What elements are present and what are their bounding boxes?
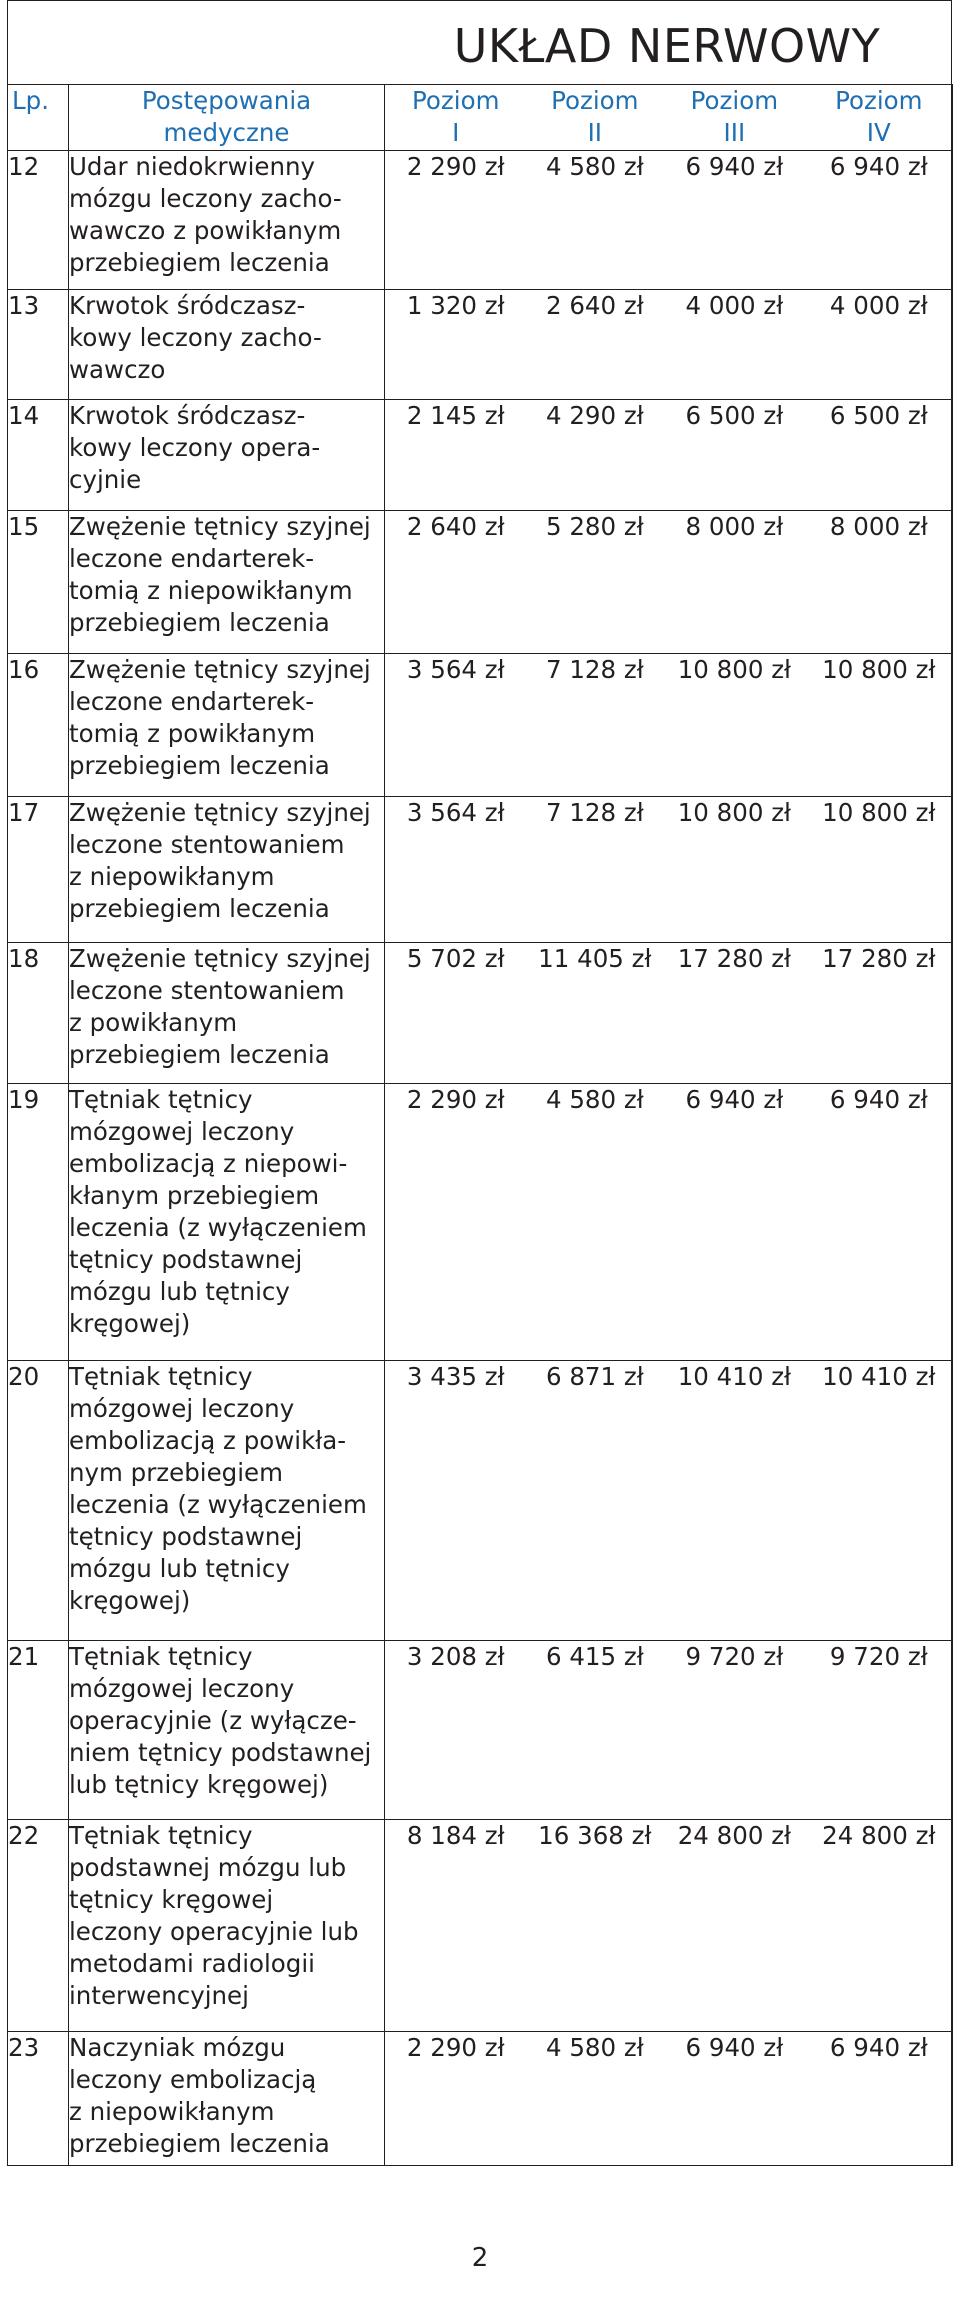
procedure-line: nym przebiegiem — [69, 1457, 283, 1487]
header-levels — [385, 85, 953, 151]
table-row — [8, 1360, 953, 1641]
procedure-line: mózgu leczony zacho- — [69, 184, 342, 213]
level-prices — [385, 1819, 953, 2031]
level-prices — [385, 797, 953, 942]
table-row — [8, 290, 953, 400]
procedure-name — [69, 2031, 385, 2165]
row-number: 15 — [8, 510, 69, 653]
row-number: 23 — [8, 2031, 69, 2165]
procedure-line: wawczo z powikłanym — [69, 216, 342, 245]
price-level-1: 8 184 zł — [406, 1820, 505, 1850]
header-level-2 — [527, 85, 664, 149]
procedure-line: mózgowej leczony — [69, 1674, 295, 1704]
price-level-3: 24 800 zł — [677, 1820, 792, 1850]
procedure-line: Tętniak tętnicy — [69, 1820, 253, 1850]
page-title: UKŁAD NERWOWY — [453, 19, 881, 73]
header-level-4-word: Poziom — [835, 86, 923, 115]
procedure-line: kowy leczony opera- — [69, 433, 321, 463]
price-level-4: 10 800 zł — [822, 798, 936, 828]
header-lp-label: Lp. — [12, 86, 49, 115]
header-level-1-number: I — [452, 118, 460, 147]
procedure-line: leczone stentowaniem — [69, 975, 345, 1005]
price-level-2: 4 580 zł — [545, 1085, 644, 1115]
row-number: 16 — [8, 653, 69, 796]
price-level-1: 2 640 zł — [406, 511, 505, 541]
level-prices — [385, 1084, 953, 1360]
table-row — [8, 2031, 953, 2165]
procedure-line: metodami radiologii — [69, 1948, 315, 1978]
header-level-1-word: Poziom — [412, 86, 500, 115]
price-level-4: 6 940 zł — [829, 2032, 928, 2062]
table-row — [8, 1084, 953, 1360]
procedure-line: kłanym przebiegiem — [69, 1181, 320, 1211]
procedure-line: kowy leczony zacho- — [69, 323, 322, 353]
price-level-4: 6 940 zł — [829, 152, 928, 181]
price-level-1: 3 564 zł — [406, 798, 505, 828]
level-prices — [385, 510, 953, 653]
level-prices — [385, 1360, 953, 1641]
procedure-line: tomią z niepowikłanym — [69, 575, 353, 605]
procedure-line: przebiegiem leczenia — [69, 750, 330, 780]
price-level-3: 6 940 zł — [685, 1085, 784, 1115]
price-level-4: 10 410 zł — [822, 1361, 936, 1391]
procedure-line: interwencyjnej — [69, 1980, 249, 2010]
level-prices — [385, 1641, 953, 1820]
price-level-2: 4 580 zł — [545, 152, 644, 181]
procedure-line: mózgu lub tętnicy — [69, 1553, 290, 1583]
price-level-4: 24 800 zł — [822, 1820, 936, 1850]
procedure-line: tętnicy podstawnej — [69, 1521, 303, 1551]
price-level-3: 6 940 zł — [685, 2032, 784, 2062]
procedure-name — [69, 1641, 385, 1820]
table-row — [8, 151, 953, 290]
price-level-1: 2 290 zł — [406, 152, 505, 181]
row-number: 21 — [8, 1641, 69, 1820]
procedure-line: leczony embolizacją — [69, 2064, 317, 2094]
price-level-1: 2 145 zł — [406, 401, 505, 431]
table-row — [8, 797, 953, 942]
price-level-2: 4 290 zł — [545, 401, 644, 431]
price-level-3: 4 000 zł — [685, 291, 784, 321]
level-prices — [385, 151, 953, 290]
procedure-name — [69, 290, 385, 400]
procedure-line: przebiegiem leczenia — [69, 1039, 330, 1069]
procedure-line: kręgowej) — [69, 1309, 191, 1339]
price-level-2: 6 871 zł — [545, 1361, 644, 1391]
procedure-name — [69, 1084, 385, 1360]
procedure-line: podstawnej mózgu lub — [69, 1852, 347, 1882]
price-level-2: 2 640 zł — [545, 291, 644, 321]
price-level-4: 4 000 zł — [829, 291, 928, 321]
price-level-2: 4 580 zł — [545, 2032, 644, 2062]
procedure-line: z niepowikłanym — [69, 2096, 275, 2126]
table-body — [8, 151, 953, 2166]
price-level-2: 11 405 zł — [538, 943, 652, 973]
procedure-line: leczony operacyjnie lub — [69, 1916, 359, 1946]
price-level-2: 5 280 zł — [545, 511, 644, 541]
level-prices — [385, 290, 953, 400]
procedure-line: z powikłanym — [69, 1007, 238, 1037]
price-level-2: 7 128 zł — [545, 798, 644, 828]
procedure-line: leczone stentowaniem — [69, 830, 345, 860]
procedure-line: Tętniak tętnicy — [69, 1085, 253, 1115]
procedure-line: Zwężenie tętnicy szyjnej — [69, 943, 371, 973]
procedure-line: tętnicy kręgowej — [69, 1884, 274, 1914]
row-number: 22 — [8, 1819, 69, 2031]
row-number: 18 — [8, 942, 69, 1083]
table-row — [8, 942, 953, 1083]
table-row — [8, 400, 953, 510]
procedure-line: przebiegiem leczenia — [69, 607, 330, 637]
procedure-name — [69, 400, 385, 510]
procedure-line: Zwężenie tętnicy szyjnej — [69, 511, 371, 541]
price-level-4: 9 720 zł — [829, 1642, 928, 1672]
procedure-line: tętnicy podstawnej — [69, 1245, 303, 1275]
price-level-3: 9 720 zł — [685, 1642, 784, 1672]
procedure-line: mózgowej leczony — [69, 1393, 295, 1423]
procedure-line: niem tętnicy podstawnej — [69, 1738, 372, 1768]
header-level-3-word: Poziom — [690, 86, 779, 115]
price-level-4: 10 800 zł — [822, 654, 936, 684]
procedure-name — [69, 797, 385, 942]
price-level-3: 10 410 zł — [677, 1361, 792, 1391]
price-level-1: 3 435 zł — [406, 1361, 505, 1391]
level-prices — [385, 653, 953, 796]
procedure-name — [69, 942, 385, 1083]
procedure-line: przebiegiem leczenia — [69, 248, 330, 277]
header-level-1 — [385, 85, 527, 149]
price-level-1: 1 320 zł — [406, 291, 505, 321]
price-level-4: 17 280 zł — [822, 943, 936, 973]
procedure-name — [69, 653, 385, 796]
price-level-4: 6 500 zł — [829, 401, 928, 431]
row-number: 19 — [8, 1084, 69, 1360]
procedure-line: Zwężenie tętnicy szyjnej — [69, 798, 371, 828]
level-prices — [385, 942, 953, 1083]
procedure-line: lub tętnicy kręgowej) — [69, 1770, 329, 1800]
table-row — [8, 1819, 953, 2031]
header-procedure-line: medyczne — [163, 118, 290, 147]
price-level-3: 6 500 zł — [685, 401, 784, 431]
procedure-line: Zwężenie tętnicy szyjnej — [69, 654, 371, 684]
procedure-name — [69, 151, 385, 290]
procedure-line: leczone endarterek- — [69, 543, 315, 573]
price-level-4: 8 000 zł — [829, 511, 928, 541]
price-level-1: 3 564 zł — [406, 654, 505, 684]
procedure-name — [69, 510, 385, 653]
procedure-line: mózgu lub tętnicy — [69, 1277, 290, 1307]
procedure-line: operacyjnie (z wyłącze- — [69, 1706, 357, 1736]
row-number: 14 — [8, 400, 69, 510]
price-level-3: 8 000 zł — [685, 511, 784, 541]
procedure-line: leczenia (z wyłączeniem — [69, 1213, 367, 1243]
price-level-3: 6 940 zł — [685, 152, 784, 181]
header-level-4 — [806, 85, 952, 149]
header-level-3-number: III — [723, 118, 746, 147]
price-level-1: 2 290 zł — [406, 2032, 505, 2062]
procedure-line: przebiegiem leczenia — [69, 2128, 330, 2158]
procedure-line: Krwotok śródczasz- — [69, 401, 306, 431]
price-level-1: 5 702 zł — [406, 943, 505, 973]
header-level-2-number: II — [587, 118, 603, 147]
header-level-3 — [663, 85, 805, 149]
price-level-2: 16 368 zł — [538, 1820, 652, 1850]
table-row — [8, 1641, 953, 1820]
header-level-4-number: IV — [866, 118, 891, 147]
page-number: 2 — [471, 2243, 489, 2273]
procedure-line: Naczyniak mózgu — [69, 2032, 286, 2062]
table-row — [8, 510, 953, 653]
procedure-name — [69, 1360, 385, 1641]
table-header-row — [8, 85, 953, 151]
procedure-line: mózgowej leczony — [69, 1117, 295, 1147]
row-number: 13 — [8, 290, 69, 400]
procedure-line: cyjnie — [69, 465, 142, 495]
procedure-line: Krwotok śródczasz- — [69, 291, 306, 321]
procedure-line: embolizacją z powikła- — [69, 1425, 347, 1455]
procedure-line: kręgowej) — [69, 1585, 191, 1615]
procedure-line: z niepowikłanym — [69, 862, 275, 892]
procedure-line: Tętniak tętnicy — [69, 1361, 253, 1391]
level-prices — [385, 400, 953, 510]
price-level-2: 7 128 zł — [545, 654, 644, 684]
header-procedure — [69, 85, 385, 151]
price-level-3: 10 800 zł — [677, 798, 792, 828]
procedure-line: leczone endarterek- — [69, 686, 315, 716]
price-level-1: 2 290 zł — [406, 1085, 505, 1115]
medical-procedures-table — [7, 84, 953, 2166]
header-procedure-line: Postępowania — [141, 86, 312, 115]
procedure-line: przebiegiem leczenia — [69, 894, 330, 924]
price-level-3: 10 800 zł — [677, 654, 792, 684]
table-row — [8, 653, 953, 796]
procedure-line: leczenia (z wyłączeniem — [69, 1489, 367, 1519]
row-number: 20 — [8, 1360, 69, 1641]
header-lp — [8, 85, 69, 151]
procedure-line: Udar niedokrwienny — [69, 152, 316, 181]
procedure-line: Tętniak tętnicy — [69, 1642, 253, 1672]
procedure-line: embolizacją z niepowi- — [69, 1149, 348, 1179]
price-level-2: 6 415 zł — [545, 1642, 644, 1672]
price-level-3: 17 280 zł — [677, 943, 792, 973]
row-number: 12 — [8, 151, 69, 290]
procedure-line: wawczo — [69, 355, 166, 385]
procedure-name — [69, 1819, 385, 2031]
procedure-line: tomią z powikłanym — [69, 718, 316, 748]
price-level-4: 6 940 zł — [829, 1085, 928, 1115]
row-number: 17 — [8, 797, 69, 942]
header-level-2-word: Poziom — [551, 86, 639, 115]
level-prices — [385, 2031, 953, 2165]
price-level-1: 3 208 zł — [406, 1642, 505, 1672]
